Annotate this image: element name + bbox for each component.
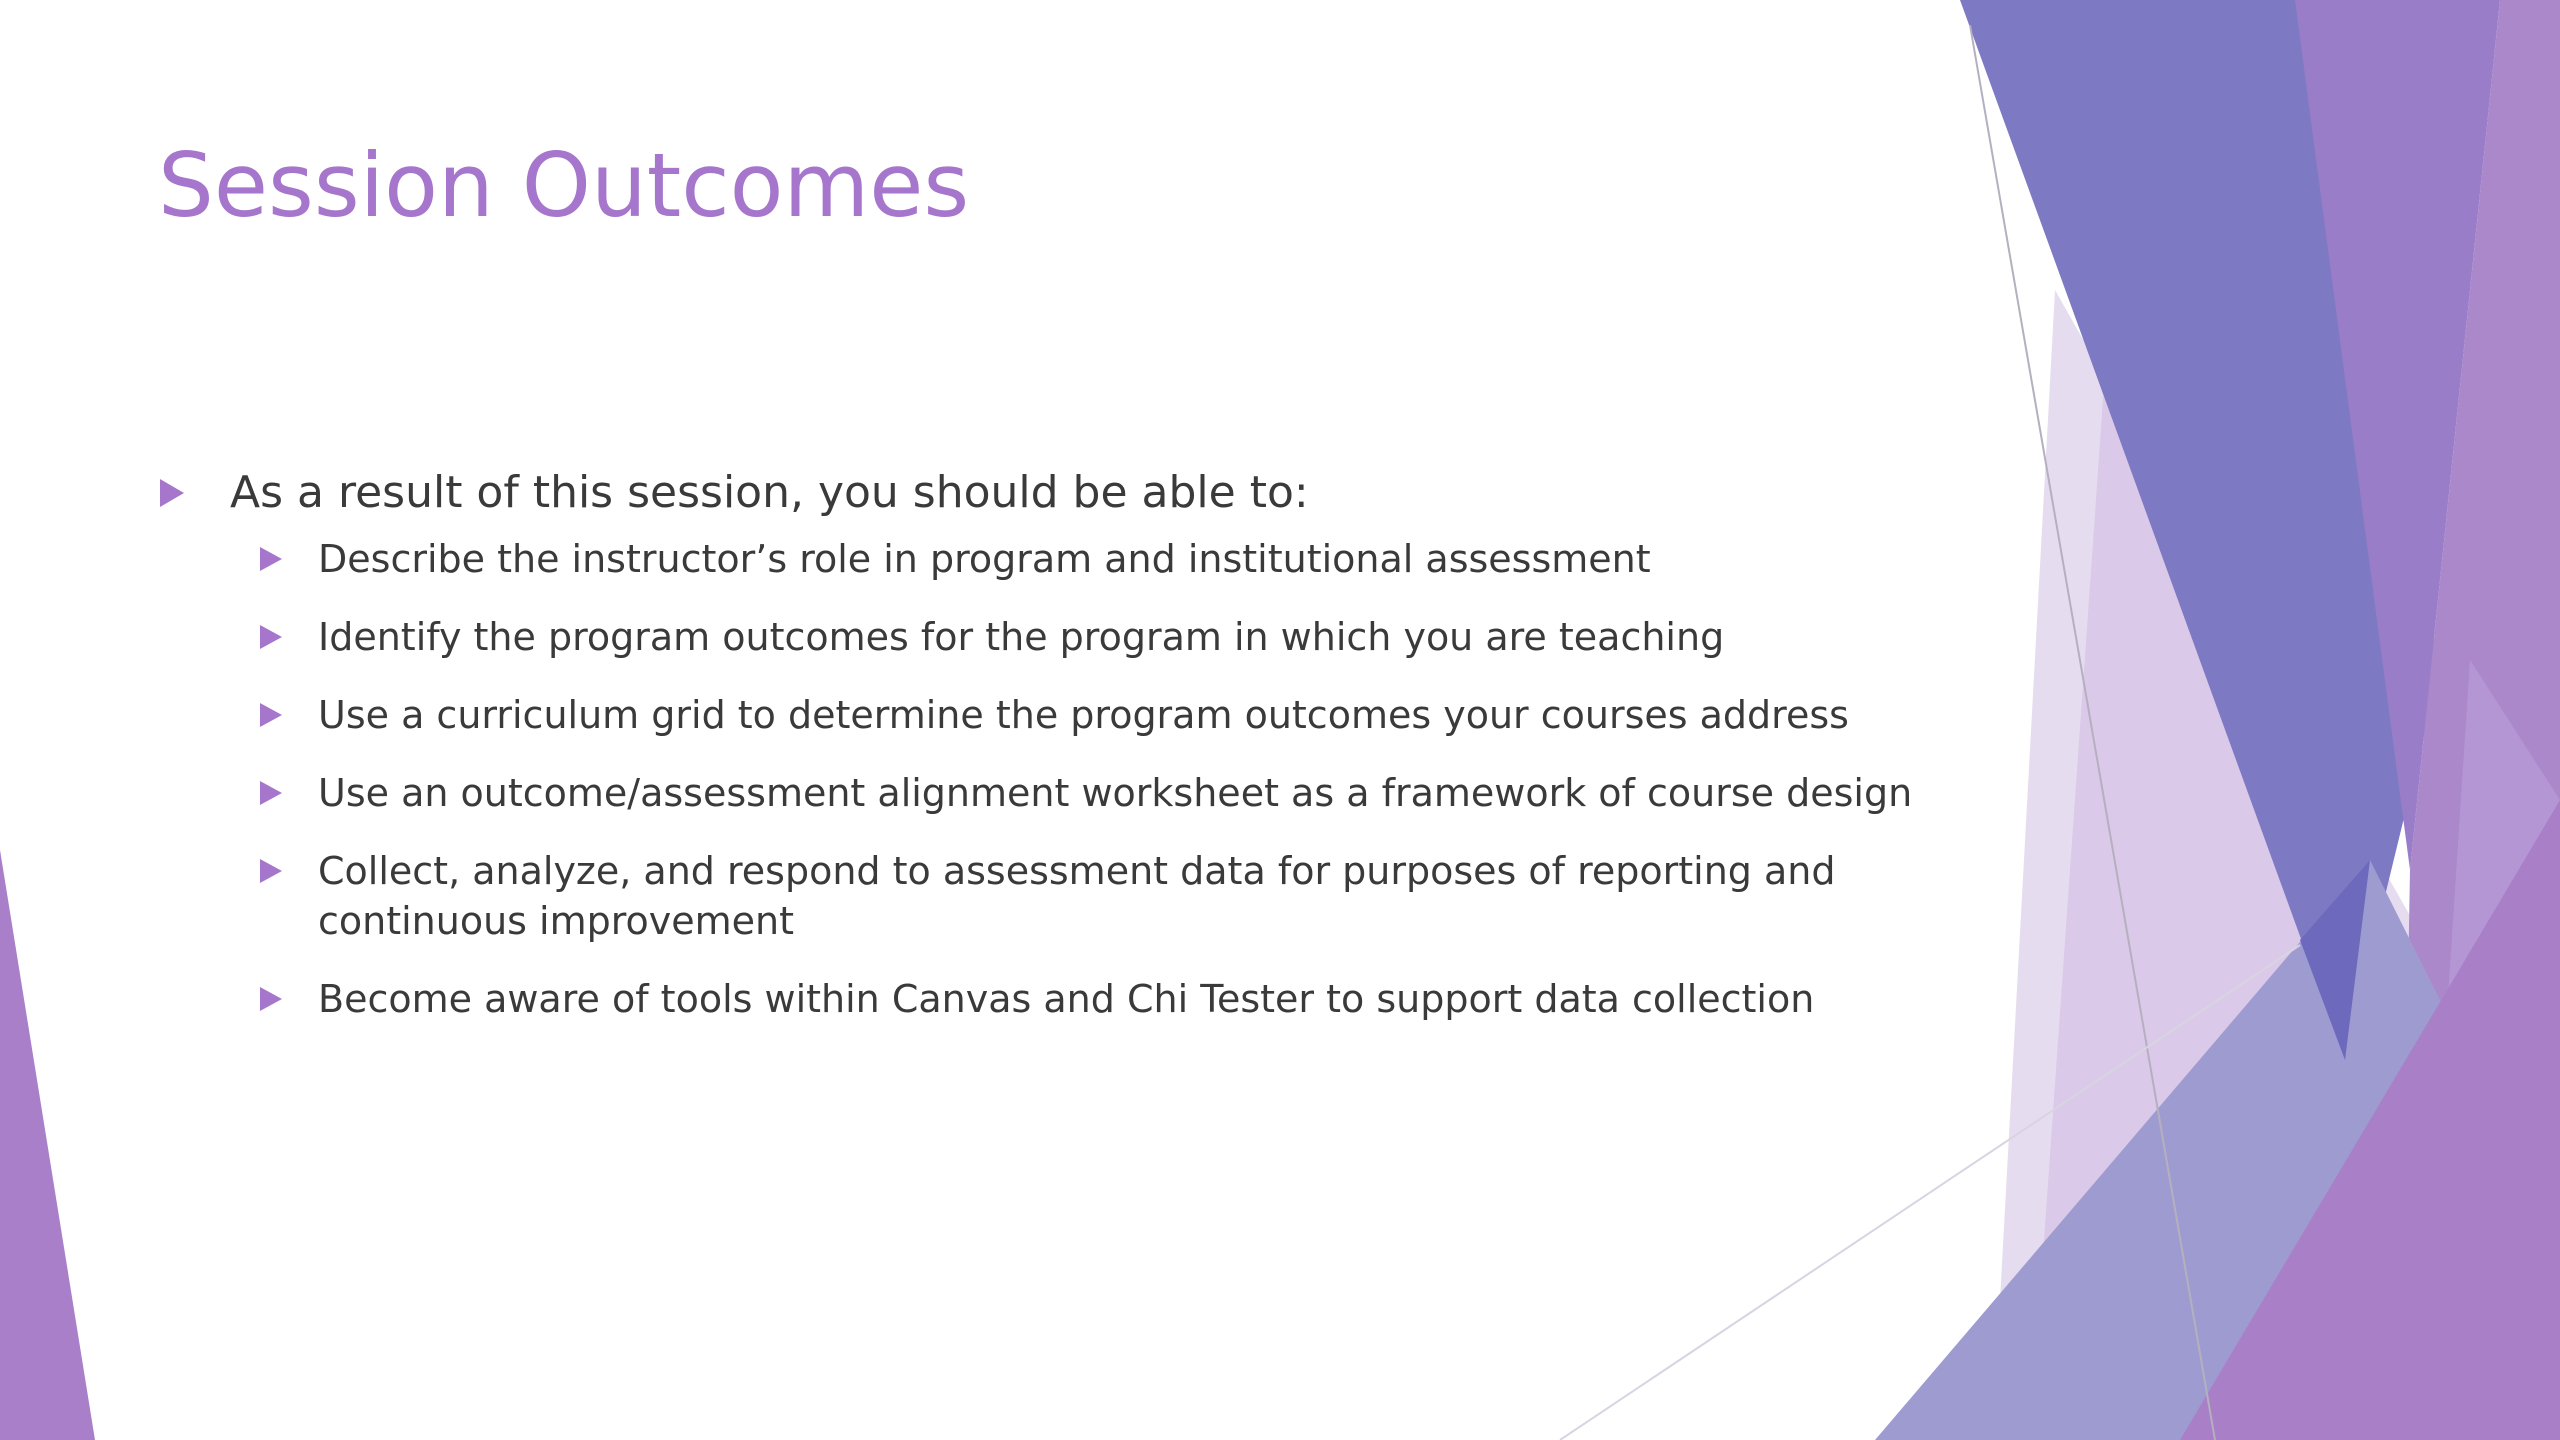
slide-title: Session Outcomes [158,134,970,237]
sub-bullet-text: Describe the instructor’s role in program and institutional assessment [318,537,1651,581]
left-facet [0,850,95,1440]
triangle-bullet-icon [260,781,282,805]
bullet-text: As a result of this session, you should be able to: [230,467,1309,518]
bullet-item-intro [160,462,1960,524]
sub-bullet-text: Identify the program outcomes for the program in which you are teaching [318,615,1725,659]
sub-bullet-item [260,612,1960,662]
sub-bullet-item [260,534,1960,584]
sub-bullet-item [260,974,1960,1024]
triangle-bullet-icon [260,547,282,571]
sub-bullet-text: Collect, analyze, and respond to assessment data for purposes of reporting and continuous improvement [318,849,1836,943]
triangle-bullet-icon [260,703,282,727]
bullet-list [160,462,1960,1052]
triangle-bullet-icon [160,479,184,507]
sub-bullet-item [260,768,1960,818]
triangle-bullet-icon [260,987,282,1011]
sub-bullet-item [260,846,1960,946]
sub-bullet-item [260,690,1960,740]
triangle-bullet-icon [260,859,282,883]
sub-bullet-text: Become aware of tools within Canvas and Chi Tester to support data collection [318,977,1815,1021]
sub-bullet-text: Use an outcome/assessment alignment worksheet as a framework of course design [318,771,1913,815]
triangle-bullet-icon [260,625,282,649]
sub-bullet-text: Use a curriculum grid to determine the program outcomes your courses address [318,693,1849,737]
